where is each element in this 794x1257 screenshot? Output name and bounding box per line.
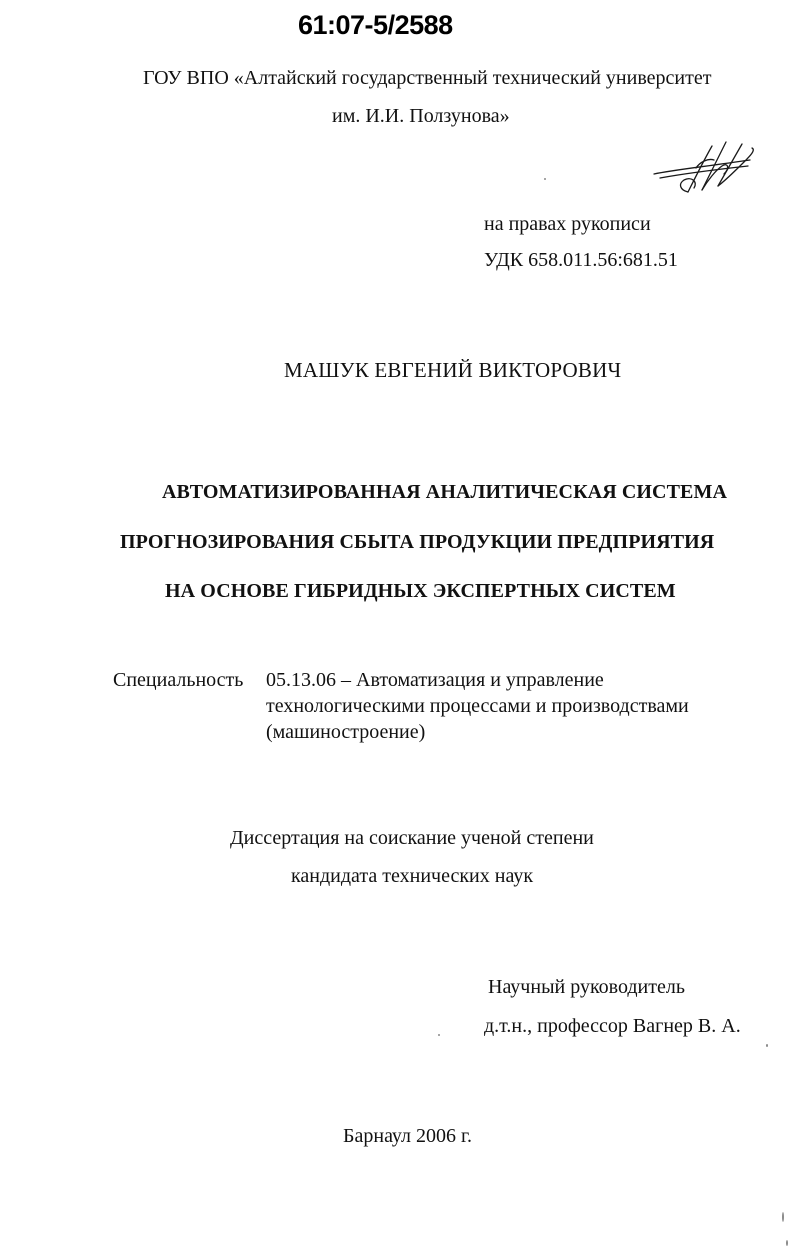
handwritten-signature <box>652 140 758 198</box>
thesis-title-line-3: НА ОСНОВЕ ГИБРИДНЫХ ЭКСПЕРТНЫХ СИСТЕМ <box>165 580 676 602</box>
place-and-year: Барнаул 2006 г. <box>343 1125 472 1147</box>
supervisor-role: Научный руководитель <box>488 976 685 998</box>
supervisor-name: д.т.н., профессор Вагнер В. А. <box>484 1015 741 1037</box>
specialty-label: Специальность <box>113 669 244 691</box>
dissertation-line-1: Диссертация на соискание ученой степени <box>230 827 594 849</box>
scan-speck <box>782 1212 784 1222</box>
scan-speck <box>438 1034 440 1036</box>
scan-speck <box>786 1240 788 1246</box>
thesis-title-line-1: АВТОМАТИЗИРОВАННАЯ АНАЛИТИЧЕСКАЯ СИСТЕМА <box>162 481 727 503</box>
udk-code: УДК 658.011.56:681.51 <box>484 249 678 271</box>
thesis-title-line-2: ПРОГНОЗИРОВАНИЯ СБЫТА ПРОДУКЦИИ ПРЕДПРИЯТИЯ <box>120 531 715 553</box>
specialty-line-2: технологическими процессами и производствами <box>266 695 689 717</box>
scan-speck <box>544 178 546 180</box>
specialty-line-3: (машиностроение) <box>266 721 426 743</box>
organization-line-1: ГОУ ВПО «Алтайский государственный технический университет <box>143 67 712 89</box>
specialty-line-1: 05.13.06 – Автоматизация и управление <box>266 669 604 691</box>
author-name: МАШУК ЕВГЕНИЙ ВИКТОРОВИЧ <box>284 358 622 382</box>
manuscript-rights: на правах рукописи <box>484 213 651 235</box>
organization-line-2: им. И.И. Ползунова» <box>332 105 510 127</box>
dissertation-line-2: кандидата технических наук <box>291 865 534 887</box>
archive-stamp-code: 61:07-5/2588 <box>298 10 453 40</box>
scan-speck <box>766 1044 768 1047</box>
